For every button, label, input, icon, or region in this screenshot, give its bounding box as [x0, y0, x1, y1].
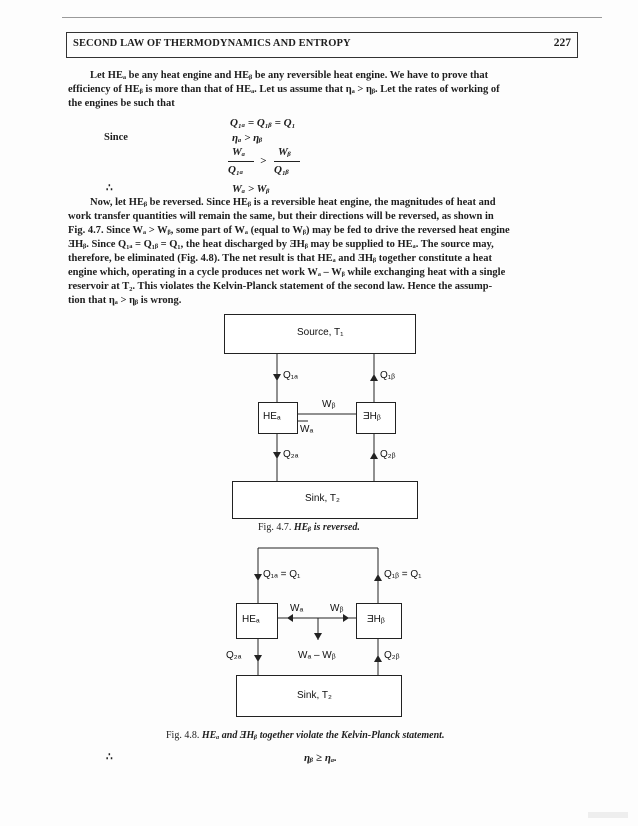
conclusion-result: ηᵦ ≥ ηₐ. — [304, 752, 337, 764]
fig48-wb-label: Wᵦ — [330, 603, 344, 614]
fig47-caption — [258, 522, 360, 533]
fig47-hea-label: HEₐ — [263, 411, 281, 422]
fig47-q1a-label: Q₁ₐ — [283, 370, 298, 381]
fig47-wa-label: Wₐ — [300, 424, 314, 435]
fig48-hea-label: HEₐ — [242, 614, 260, 625]
fig47-wb-label: Wᵦ — [322, 399, 336, 410]
equation-work: Wₐ > Wᵦ — [232, 183, 270, 195]
body-line-1: Now, let HEᵦ be reversed. Since HEᵦ is a reversible heat engine, the magnitudes of heat and — [90, 197, 496, 208]
greater-than: > — [260, 155, 267, 167]
body-line-8: tion that ηₐ > ηᵦ is wrong. — [68, 295, 182, 306]
fig48-wb-arrow — [343, 614, 349, 622]
body-line-5: therefore, be eliminated (Fig. 4.8). The net result is that HEₐ and ƎHᵦ together constitute a heat — [68, 253, 492, 264]
body-line-3: Fig. 4.7. Since Wₐ > Wᵦ, some part of Wₐ (equal to Wᵦ) may be fed to drive the reversed heat engine — [68, 225, 510, 236]
fig48-q2a-label: Q₂ₐ — [226, 650, 242, 661]
fig47-caption-text: HEᵦ is reversed. — [293, 522, 360, 533]
fig47-caption-number: Fig. 4.7. — [258, 522, 292, 533]
fig48-hea-box — [236, 603, 278, 639]
fraction-a-denominator: Q₁ₐ — [228, 164, 244, 176]
fraction-b-denominator: Q₁ᵦ — [274, 164, 290, 176]
fig48-q1b-label: Q₁ᵦ = Q₁ — [384, 569, 422, 580]
fig47-q2a-arrow — [273, 452, 281, 459]
fig48-ehb-box — [356, 603, 402, 639]
fig48-q2b-arrow — [374, 655, 382, 662]
fig47-q2a-label: Q₂ₐ — [283, 449, 299, 460]
intro-line-2: efficiency of HEᵦ is more than that of HEₐ. Let us assume that ηₐ > ηᵦ. Let the rates of working of — [68, 84, 500, 95]
fig47-q1b-label: Q₁ᵦ — [380, 370, 396, 381]
fig47-q1b-arrow — [370, 374, 378, 381]
chapter-title: SECOND LAW OF THERMODYNAMICS AND ENTROPY — [73, 38, 351, 49]
fig47-q2b-arrow — [370, 452, 378, 459]
fig48-sink-box — [236, 675, 402, 717]
conclusion-therefore: ∴ — [106, 752, 113, 763]
therefore-symbol: ∴ — [106, 183, 113, 194]
fig48-q2a-arrow — [254, 655, 262, 662]
body-line-2: work transfer quantities will remain the same, but their directions will be reversed, as shown in — [68, 211, 494, 222]
fig48-caption — [166, 730, 444, 741]
fig48-q1b-arrow — [374, 574, 382, 581]
fig47-q1a-arrow — [273, 374, 281, 381]
page-number: 227 — [553, 37, 571, 49]
equation-efficiency: ηₐ > ηᵦ — [232, 132, 263, 144]
body-line-4: ƎHᵦ. Since Q₁ₐ = Q₁ᵦ = Q₁, the heat discharged by ƎHᵦ may be supplied to HEₐ. The source may, — [68, 239, 494, 250]
fig47-source-box — [224, 314, 416, 354]
fig48-caption-text: HEₐ and ƎHᵦ together violate the Kelvin-Planck statement. — [201, 730, 445, 741]
fig48-q2b-label: Q₂ᵦ — [384, 650, 400, 661]
body-line-7: reservoir at T₂. This violates the Kelvin-Planck statement of the second law. Hence the assump- — [68, 281, 493, 292]
fig47-ehb-label: ƎHᵦ — [363, 411, 381, 422]
fig48-q1a-arrow — [254, 574, 262, 581]
since-label: Since — [104, 132, 128, 143]
fig48-wa-arrow — [287, 614, 293, 622]
fig47-source-label: Source, T₁ — [297, 327, 344, 338]
body-line-6: engine which, operating in a cycle produces net work Wₐ – Wᵦ while exchanging heat with a single — [68, 267, 506, 278]
fig47-sink-box — [232, 481, 418, 519]
fig48-caption-number: Fig. 4.8. — [166, 730, 200, 741]
equation-heat-input: Q₁ₐ = Q₁ᵦ = Q₁ — [230, 117, 296, 129]
fig48-ehb-label: ƎHᵦ — [367, 614, 385, 625]
fig47-hea-box — [258, 402, 298, 434]
fig48-wa-label: Wₐ — [290, 603, 304, 614]
intro-line-3: the engines be such that — [68, 98, 175, 109]
fraction-a-numerator: Wₐ — [232, 146, 246, 158]
fig48-net-arrow — [314, 633, 322, 640]
fig48-q1a-label: Q₁ₐ = Q₁ — [263, 569, 301, 580]
fig47-sink-label: Sink, T₂ — [305, 493, 340, 504]
fig47-q2b-label: Q₂ᵦ — [380, 449, 396, 460]
fig48-sink-label: Sink, T₂ — [297, 690, 332, 701]
fraction-b-numerator: Wᵦ — [278, 146, 292, 158]
intro-line-1: Let HEₐ be any heat engine and HEᵦ be any reversible heat engine. We have to prove that — [90, 70, 489, 81]
scan-smudge — [588, 812, 628, 818]
fig47-ehb-box — [356, 402, 396, 434]
fig48-net-label: Wₐ – Wᵦ — [298, 650, 336, 661]
